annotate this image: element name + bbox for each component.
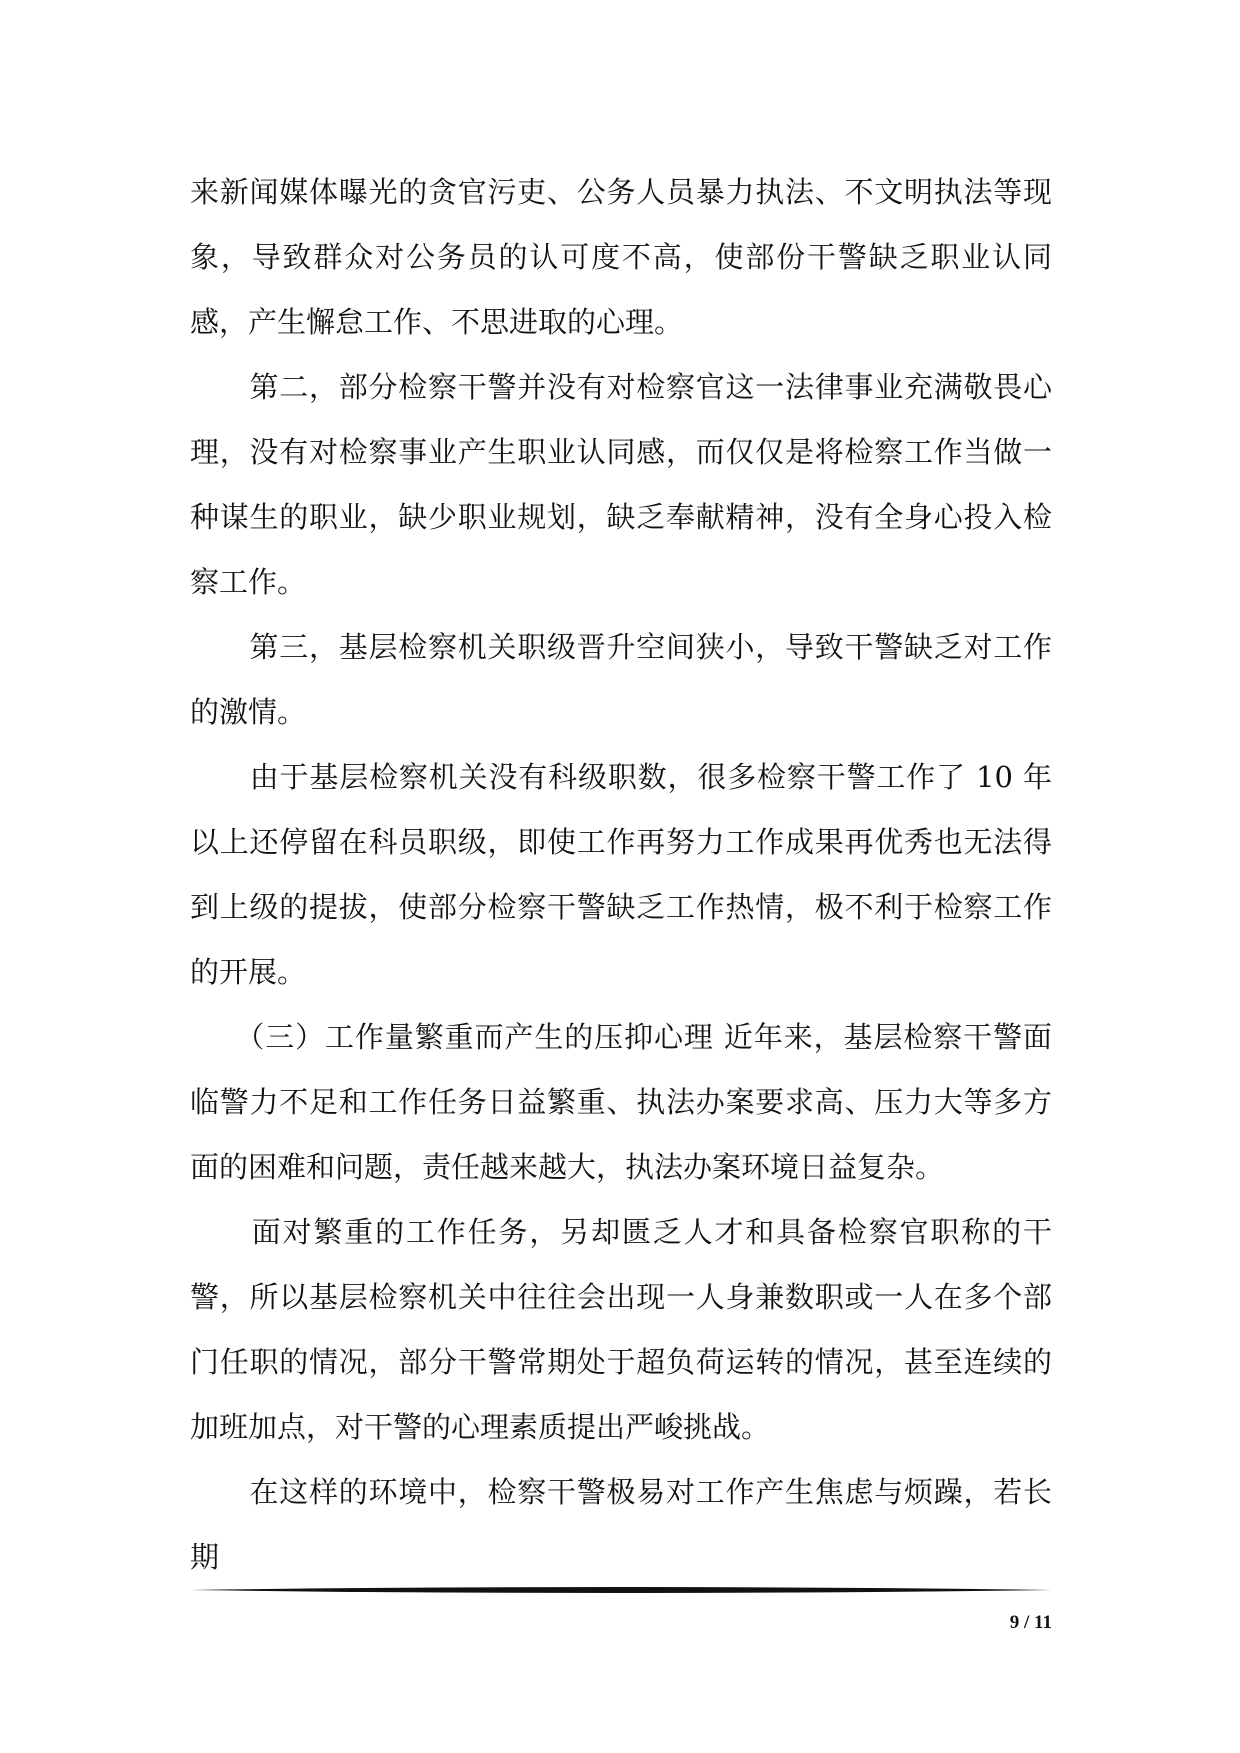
paragraph-4: 由于基层检察机关没有科级职数，很多检察干警工作了 10 年以上还停留在科员职级，即使工作再努力工作成果再优秀也无法得到上级的提拔，使部分检察干警缺乏工作热情，极不利于检察工作的开展。	[190, 760, 1052, 989]
paragraph-5: （三）工作量繁重而产生的压抑心理 近年来，基层检察干警面临警力不足和工作任务日益繁重、执法办案要求高、压力大等多方面的困难和问题，责任越来越大，执法办案环境日益复杂。	[190, 1020, 1052, 1184]
footer-divider	[190, 1586, 1052, 1594]
page-number: 9 / 11	[1009, 1612, 1052, 1633]
paragraph-1: 来新闻媒体曝光的贪官污吏、公务人员暴力执法、不文明执法等现象，导致群众对公务员的认可度不高，使部份干警缺乏职业认同感，产生懈怠工作、不思进取的心理。	[190, 175, 1052, 339]
paragraph-6: 面对繁重的工作任务，另却匮乏人才和具备检察官职称的干警，所以基层检察机关中往往会出现一人身兼数职或一人在多个部门任职的情况，部分干警常期处于超负荷运转的情况，甚至连续的加班加点，对干警的心理素质提出严峻挑战。	[190, 1215, 1052, 1444]
paragraph-3: 第三，基层检察机关职级晋升空间狭小，导致干警缺乏对工作的激情。	[190, 630, 1052, 729]
document-body	[190, 160, 1052, 1590]
paragraph-2: 第二，部分检察干警并没有对检察官这一法律事业充满敬畏心理，没有对检察事业产生职业认同感，而仅仅是将检察工作当做一种谋生的职业，缺少职业规划，缺乏奉献精神，没有全身心投入检察工作。	[190, 370, 1052, 599]
paragraph-7: 在这样的环境中，检察干警极易对工作产生焦虑与烦躁，若长期	[190, 1475, 1052, 1574]
